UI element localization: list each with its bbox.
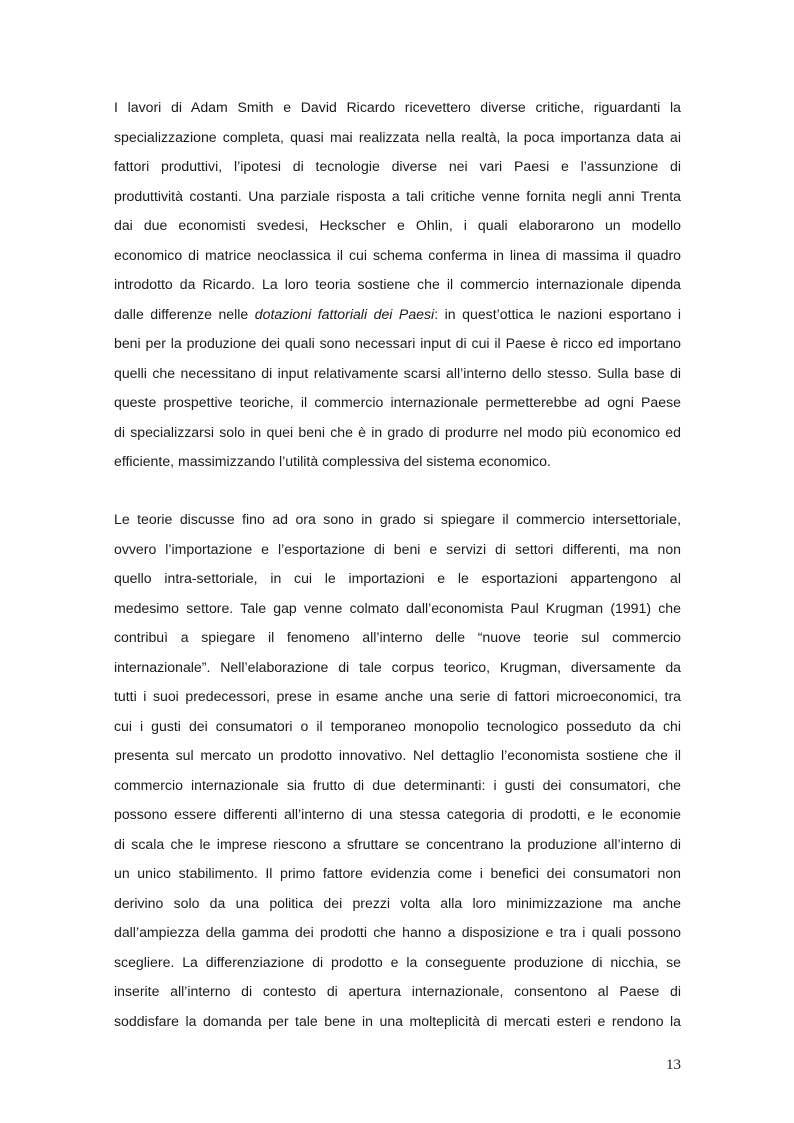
text-line: di specializzarsi solo in quei beni che è in grado di produrre nel modo più economico ed	[114, 423, 681, 440]
text-line: cui i gusti dei consumatori o il temporaneo monopolio tecnologico posseduto da chi	[114, 717, 681, 734]
text-line: possono essere differenti all’interno di una stessa categoria di prodotti, e le economie	[114, 806, 681, 822]
text-line: soddisfare la domanda per tale bene in una molteplicità di mercati esteri e rendono la	[114, 1012, 681, 1029]
text-line: specializzazione completa, quasi mai realizzata nella realtà, la poca importanza data ai	[114, 128, 681, 145]
text-line: beni per la produzione dei quali sono necessari input di cui il Paese è ricco ed importano	[114, 335, 681, 351]
text-line: fattori produttivi, l’ipotesi di tecnologie diverse nei vari Paesi e l’assunzione di	[114, 158, 681, 174]
text-line: quelli che necessitano di input relativamente scarsi all’interno dello stesso. Sulla base di	[114, 364, 681, 381]
text-line: un unico stabilimento. Il primo fattore evidenzia come i benefici dei consumatori non	[114, 865, 681, 881]
text-line: internazionale”. Nell’elaborazione di tale corpus teorico, Krugman, diversamente da	[114, 658, 681, 675]
text-line-with-emphasis	[114, 300, 681, 330]
text-line: commercio internazionale sia frutto di due determinanti: i gusti dei consumatori, che	[114, 776, 681, 793]
text-line: economico di matrice neoclassica il cui schema conferma in linea di massima il quadro	[114, 246, 681, 263]
text-line: presenta sul mercato un prodotto innovativo. Nel dettaglio l’economista sostiene che il	[114, 747, 681, 763]
text-line: scegliere. La differenziazione di prodotto e la conseguente produzione di nicchia, se	[114, 953, 681, 970]
text-segment: dalle differenze nelle	[114, 305, 255, 322]
page-number: 13	[666, 1057, 681, 1073]
emphasized-term: dotazioni fattoriali dei Paesi	[254, 305, 435, 322]
text-line: dai due economisti svedesi, Heckscher e Ohlin, i quali elaborarono un modello	[114, 217, 681, 233]
text-line: I lavori di Adam Smith e David Ricardo ricevettero diverse critiche, riguardanti la	[114, 99, 681, 115]
text-line: di scala che le imprese riescono a sfruttare se concentrano la produzione all’interno di	[114, 835, 681, 852]
text-line: quello intra-settoriale, in cui le importazioni e le esportazioni appartengono al	[114, 570, 681, 586]
text-line: tutti i suoi predecessori, prese in esame anche una serie di fattori microeconomici, tra	[114, 688, 681, 704]
text-line: introdotto da Ricardo. La loro teoria sostiene che il commercio internazionale dipenda	[114, 276, 681, 292]
text-line: derivino solo da una politica dei prezzi volta alla loro minimizzazione ma anche	[114, 894, 681, 911]
paragraph-1	[114, 93, 681, 477]
text-line: produttività costanti. Una parziale risposta a tali critiche venne fornita negli anni Trenta	[114, 187, 681, 204]
text-line: ovvero l’importazione e l’esportazione di beni e servizi di settori differenti, ma non	[114, 540, 681, 557]
text-line: contribuì a spiegare il fenomeno all’interno delle “nuove teorie sul commercio	[114, 629, 681, 645]
text-line: Le teorie discusse fino ad ora sono in grado si spiegare il commercio intersettoriale,	[114, 511, 681, 527]
text-line: medesimo settore. Tale gap venne colmato dall’economista Paul Krugman (1991) che	[114, 599, 681, 616]
paragraph-2	[114, 505, 681, 1036]
text-line: efficiente, massimizzando l’utilità complessiva del sistema economico.	[114, 453, 551, 469]
text-line: inserite all’interno di contesto di apertura internazionale, consentono al Paese di	[114, 983, 681, 999]
text-line: dall’ampiezza della gamma dei prodotti che hanno a disposizione e tra i quali possono	[114, 924, 681, 940]
text-line: queste prospettive teoriche, il commercio internazionale permetterebbe ad ogni Paese	[114, 394, 681, 410]
text-segment: : in quest’ottica le nazioni esportano i	[434, 305, 681, 322]
